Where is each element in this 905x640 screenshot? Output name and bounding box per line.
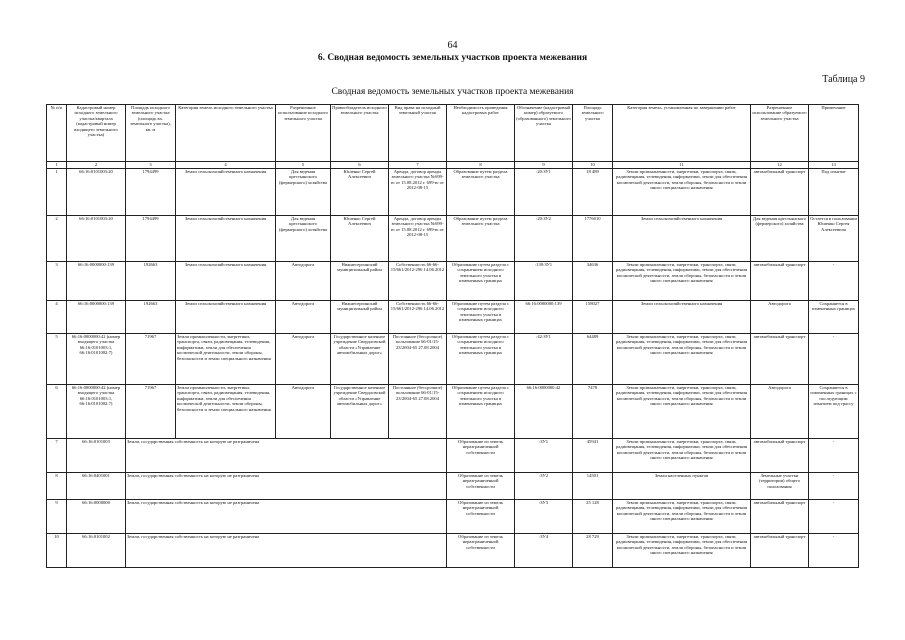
right-type: Собственность 66-66-15/661/2012-296 14.06.2012 — [389, 262, 447, 301]
cadastral-works: Образование путем раздела земельного участка — [447, 169, 515, 216]
new-land-category: Земли промышленности, энергетики, транспорта, связи, радиовещания, телевидения, информатики, земли для обеспечения космической деятельности, земли обороны, безопасности и земли иного специального назначения — [613, 385, 751, 439]
land-category: Земли промышленности, энергетики, транспорта, связи, радиовещания, телевидения, информатики, земли для обеспечения космической деятельности, земли обороны, безопасности и земли специального назначения — [176, 385, 276, 439]
document-heading: 6. Сводная ведомость земельных участков проекта межевания — [317, 53, 588, 63]
right-holder: Нижнесергинский муниципальный район — [331, 262, 389, 301]
column-number: 8 — [447, 162, 515, 169]
column-number: 7 — [389, 162, 447, 169]
cadastral-number: 66:16:0101003:20 — [67, 169, 126, 216]
new-parcel-id: :ЗУ1 — [515, 439, 573, 473]
new-permitted-use: Земельные участки (территории) общего пользования — [751, 473, 809, 500]
row-number: 2 — [47, 216, 67, 262]
permitted-use: Автодорога — [276, 301, 331, 334]
source-area: 71967 — [126, 334, 176, 385]
cadastral-works: Образование путем раздела с сохранением исходного земельного участка в измененных границах — [447, 334, 515, 385]
column-number: 6 — [331, 162, 389, 169]
cadastral-number: 66:16:0000000:42 (номер входящего участка 66:16:0101003:1, 66:16:0101002:7) — [67, 334, 126, 385]
right-holder: Юшенко Сергей Алексеевич — [331, 216, 389, 262]
row-number: 9 — [47, 500, 67, 534]
new-land-category: Земли промышленности, энергетики, транспорта, связи, радиовещания, телевидения, информатики, земли для обеспечения космической деятельности, земли обороны, безопасности и земли иного специального назначения — [613, 334, 751, 385]
new-permitted-use: Автодорога — [751, 301, 809, 334]
new-permitted-use: автомобильный транспорт — [751, 169, 809, 216]
cadastral-number: 66:16:0101002 — [67, 534, 126, 568]
row-number: 10 — [47, 534, 67, 568]
source-area: 192663 — [126, 301, 176, 334]
new-permitted-use: автомобильный транспорт — [751, 500, 809, 534]
table-row — [47, 439, 859, 473]
note: - — [809, 473, 859, 500]
new-parcel-id: 66:16:0000000:139 — [515, 301, 573, 334]
permitted-use: Автодорога — [276, 334, 331, 385]
new-parcel-area: 34636 — [573, 262, 613, 301]
new-parcel-id: :139:ЗУ1 — [515, 262, 573, 301]
table-reference: Таблица 9 — [822, 74, 865, 85]
column-header: Категория земель исходного земельного участка — [176, 105, 276, 162]
cadastral-works: Образование путем раздела с сохранением исходного земельного участка в измененных границах — [447, 301, 515, 334]
new-land-category: Земли населенных пунктов — [613, 473, 751, 500]
table-row — [47, 500, 859, 534]
note: - — [809, 439, 859, 473]
column-header: Категория земель, установленная по завершению работ — [613, 105, 751, 162]
cadastral-works: Образование путем раздела с сохранением исходного земельного участка в измененных границах — [447, 385, 515, 439]
column-number: 12 — [751, 162, 809, 169]
row-number: 7 — [47, 439, 67, 473]
permitted-use: Автодорога — [276, 262, 331, 301]
column-header: Кадастровый номер исходного земельного участка/квартала (кадастровый номер входящего земельного участка) — [67, 105, 126, 162]
new-land-category: Земли промышленности, энергетики, транспорта, связи, радиовещания, телевидения, информатики, земли для обеспечения космической деятельности, земли обороны, безопасности и земли иного специального назначения — [613, 500, 751, 534]
cadastral-number: 66:16:0101003 — [67, 439, 126, 473]
right-holder: Нижнесергинский муниципальный район — [331, 301, 389, 334]
table-row — [47, 301, 859, 334]
column-header: № п/п — [47, 105, 67, 162]
column-header: Обозначение (кадастровый номер) образуемого (образованного) земельного участка — [515, 105, 573, 162]
right-type: Постоянное (бессрочное) пользование 66-01/15-23/2004-65 27.08.2004 — [389, 385, 447, 439]
permitted-use: Для ведения крестьянского (фермерского) хозяйства — [276, 169, 331, 216]
new-permitted-use: автомобильный транспорт — [751, 262, 809, 301]
new-parcel-area: 25 128 — [573, 500, 613, 534]
table-title: Сводная ведомость земельных участков проекта межевания — [331, 87, 574, 97]
new-land-category: Земли промышленности, энергетики, транспорта, связи, радиовещания, телевидения, информатики, земли для обеспечения космической деятельности, земли обороны, безопасности и земли иного специального назначения — [613, 534, 751, 568]
land-category: Земли сельскохозяйственного назначения — [176, 301, 276, 334]
new-permitted-use: автомобильный транспорт — [751, 439, 809, 473]
land-category: Земли сельскохозяйственного назначения — [176, 262, 276, 301]
land-category: Земли промышленности, энергетики, транспорта, связи, радиовещания, телевидения, информатики, земли для обеспечения космической деятельности, земли обороны, безопасности и земли специального назначения — [176, 334, 276, 385]
column-number: 1 — [47, 162, 67, 169]
column-number: 2 — [67, 162, 126, 169]
new-parcel-id: 66:16:0000000:42 — [515, 385, 573, 439]
new-parcel-area: 1776010 — [573, 216, 613, 262]
column-header: Площадь земельного участка — [573, 105, 613, 162]
cadastral-number: 66:16:0401001 — [67, 473, 126, 500]
column-header: Необходимость проведения кадастровых работ — [447, 105, 515, 162]
table-row — [47, 169, 859, 216]
note: - — [809, 334, 859, 385]
land-category: Земли сельскохозяйственного назначения — [176, 216, 276, 262]
right-type: Собственность 66-66-15/661/2012-296 14.06.2012 — [389, 301, 447, 334]
source-area: 1794499 — [126, 169, 176, 216]
right-holder: Государственное казенное учреждение Свердловской области «Управление автомобильных дорог» — [331, 334, 389, 385]
cadastral-works: Образование путем раздела земельного участка — [447, 216, 515, 262]
new-parcel-id: :ЗУ4 — [515, 534, 573, 568]
row-number: 6 — [47, 385, 67, 439]
new-permitted-use: автомобильный транспорт — [751, 334, 809, 385]
cadastral-number: 66:16:0000000:42 (номер входящего участка 66:16:0101003:1, 66:16:0101002:7) — [67, 385, 126, 439]
permitted-use: Автодорога — [276, 385, 331, 439]
new-land-category: Земли промышленности, энергетики, транспорта, связи, радиовещания, телевидения, информатики, земли для обеспечения космической деятельности, земли обороны, безопасности и земли иного специального назначения — [613, 262, 751, 301]
note: Сохраняется в измененных границах — [809, 301, 859, 334]
new-permitted-use: Для ведения крестьянского (фермерского) хозяйства — [751, 216, 809, 262]
new-permitted-use: Автодорога — [751, 385, 809, 439]
new-parcel-id: :ЗУ3 — [515, 500, 573, 534]
column-header: Примечание — [809, 105, 859, 162]
table-row — [47, 262, 859, 301]
table-row — [47, 334, 859, 385]
new-parcel-area: 7478 — [573, 385, 613, 439]
permitted-use: Для ведения крестьянского (фермерского) хозяйства — [276, 216, 331, 262]
column-number: 5 — [276, 162, 331, 169]
note: Остается в пользовании Юшенко Сергея Алексеевича — [809, 216, 859, 262]
land-parcels-table — [46, 104, 859, 568]
column-number: 13 — [809, 162, 859, 169]
note: - — [809, 262, 859, 301]
new-parcel-area: 28 729 — [573, 534, 613, 568]
column-number: 11 — [613, 162, 751, 169]
note: Под изъятие — [809, 169, 859, 216]
cadastral-number: 66:16:0000000 — [67, 500, 126, 534]
right-type: Аренда, договор аренды земельного участка №699-ю от 15.08.2012 г. 699-ю от 2012-08-15 — [389, 169, 447, 216]
new-parcel-id: :20:ЗУ1 — [515, 169, 573, 216]
new-land-category: Земли промышленности, энергетики, транспорта, связи, радиовещания, телевидения, информатики, земли для обеспечения космической деятельности, земли обороны, безопасности и земли иного специального назначения — [613, 439, 751, 473]
table-row — [47, 216, 859, 262]
new-parcel-id: :20:ЗУ2 — [515, 216, 573, 262]
right-holder: Юшенко Сергей Алексеевич — [331, 169, 389, 216]
right-type: Аренда, договор аренды земельного участка №699-ю от 15.08.2012 г. 699-ю от 2012-08-15 — [389, 216, 447, 262]
column-number: 10 — [573, 162, 613, 169]
note: - — [809, 534, 859, 568]
source-area: 71967 — [126, 385, 176, 439]
column-number: 9 — [515, 162, 573, 169]
row-number: 8 — [47, 473, 67, 500]
row-number: 3 — [47, 262, 67, 301]
new-land-category: Земли сельскохозяйственного назначения — [613, 216, 751, 262]
new-parcel-area: 45941 — [573, 439, 613, 473]
unallocated-land-text: Земли, государственная собственность на которую не разграничена — [126, 473, 447, 500]
new-parcel-area: 18 489 — [573, 169, 613, 216]
row-number: 5 — [47, 334, 67, 385]
new-land-category: Земли сельскохозяйственного назначения — [613, 301, 751, 334]
unallocated-land-text: Земли, государственная собственность на которую не разграничена — [126, 534, 447, 568]
page-number: 64 — [447, 40, 458, 51]
source-area: 192663 — [126, 262, 176, 301]
table-row — [47, 534, 859, 568]
unallocated-land-text: Земли, государственная собственность на которую не разграничена — [126, 439, 447, 473]
column-header: Разрешенное использование образуемого земельного участка — [751, 105, 809, 162]
right-type: Постоянное (бессрочное) пользование 66-01/15-23/2004-65 27.08.2004 — [389, 334, 447, 385]
new-parcel-area: 64489 — [573, 334, 613, 385]
column-header: Разрешенное использование исходного земельного участка — [276, 105, 331, 162]
cadastral-works: Образование из земель неразграниченной собственности — [447, 473, 515, 500]
cadastral-number: 66:16:0000000:139 — [67, 301, 126, 334]
column-header: Вид права на исходный земельный участок — [389, 105, 447, 162]
new-parcel-id: :ЗУ2 — [515, 473, 573, 500]
new-parcel-id: :42:ЗУ1 — [515, 334, 573, 385]
column-number: 3 — [126, 162, 176, 169]
cadastral-works: Образование из земель неразграниченной собственности — [447, 534, 515, 568]
table-row — [47, 473, 859, 500]
row-number: 1 — [47, 169, 67, 216]
column-number: 4 — [176, 162, 276, 169]
cadastral-works: Образование путем раздела с сохранением исходного земельного участка в измененных границах — [447, 262, 515, 301]
table-row — [47, 385, 859, 439]
cadastral-works: Образование из земель неразграниченной собственности — [447, 439, 515, 473]
new-parcel-area: 14501 — [573, 473, 613, 500]
new-permitted-use: автомобильный транспорт — [751, 534, 809, 568]
column-header: Правообладатель исходного земельного участка — [331, 105, 389, 162]
new-parcel-area: 158027 — [573, 301, 613, 334]
cadastral-works: Образование из земель неразграниченной собственности — [447, 500, 515, 534]
right-holder: Государственное казенное учреждение Свердловской области «Управление автомобильных дорог» — [331, 385, 389, 439]
land-category: Земли сельскохозяйственного назначения — [176, 169, 276, 216]
cadastral-number: 66:16:0000000:139 — [67, 262, 126, 301]
column-header: Площадь исходного земельного участка (площадь вх. земельного участка), кв. м — [126, 105, 176, 162]
unallocated-land-text: Земли, государственная собственность на которую не разграничена — [126, 500, 447, 534]
source-area: 1794499 — [126, 216, 176, 262]
new-land-category: Земли промышленности, энергетики, транспорта, связи, радиовещания, телевидения, информатики, земли для обеспечения космической деятельности, земли обороны, безопасности и земли иного специального назначения — [613, 169, 751, 216]
note: - — [809, 500, 859, 534]
note: Сохраняется в измененных границах с последующим изъятием под трассу — [809, 385, 859, 439]
row-number: 4 — [47, 301, 67, 334]
cadastral-number: 66:16:0101003:20 — [67, 216, 126, 262]
